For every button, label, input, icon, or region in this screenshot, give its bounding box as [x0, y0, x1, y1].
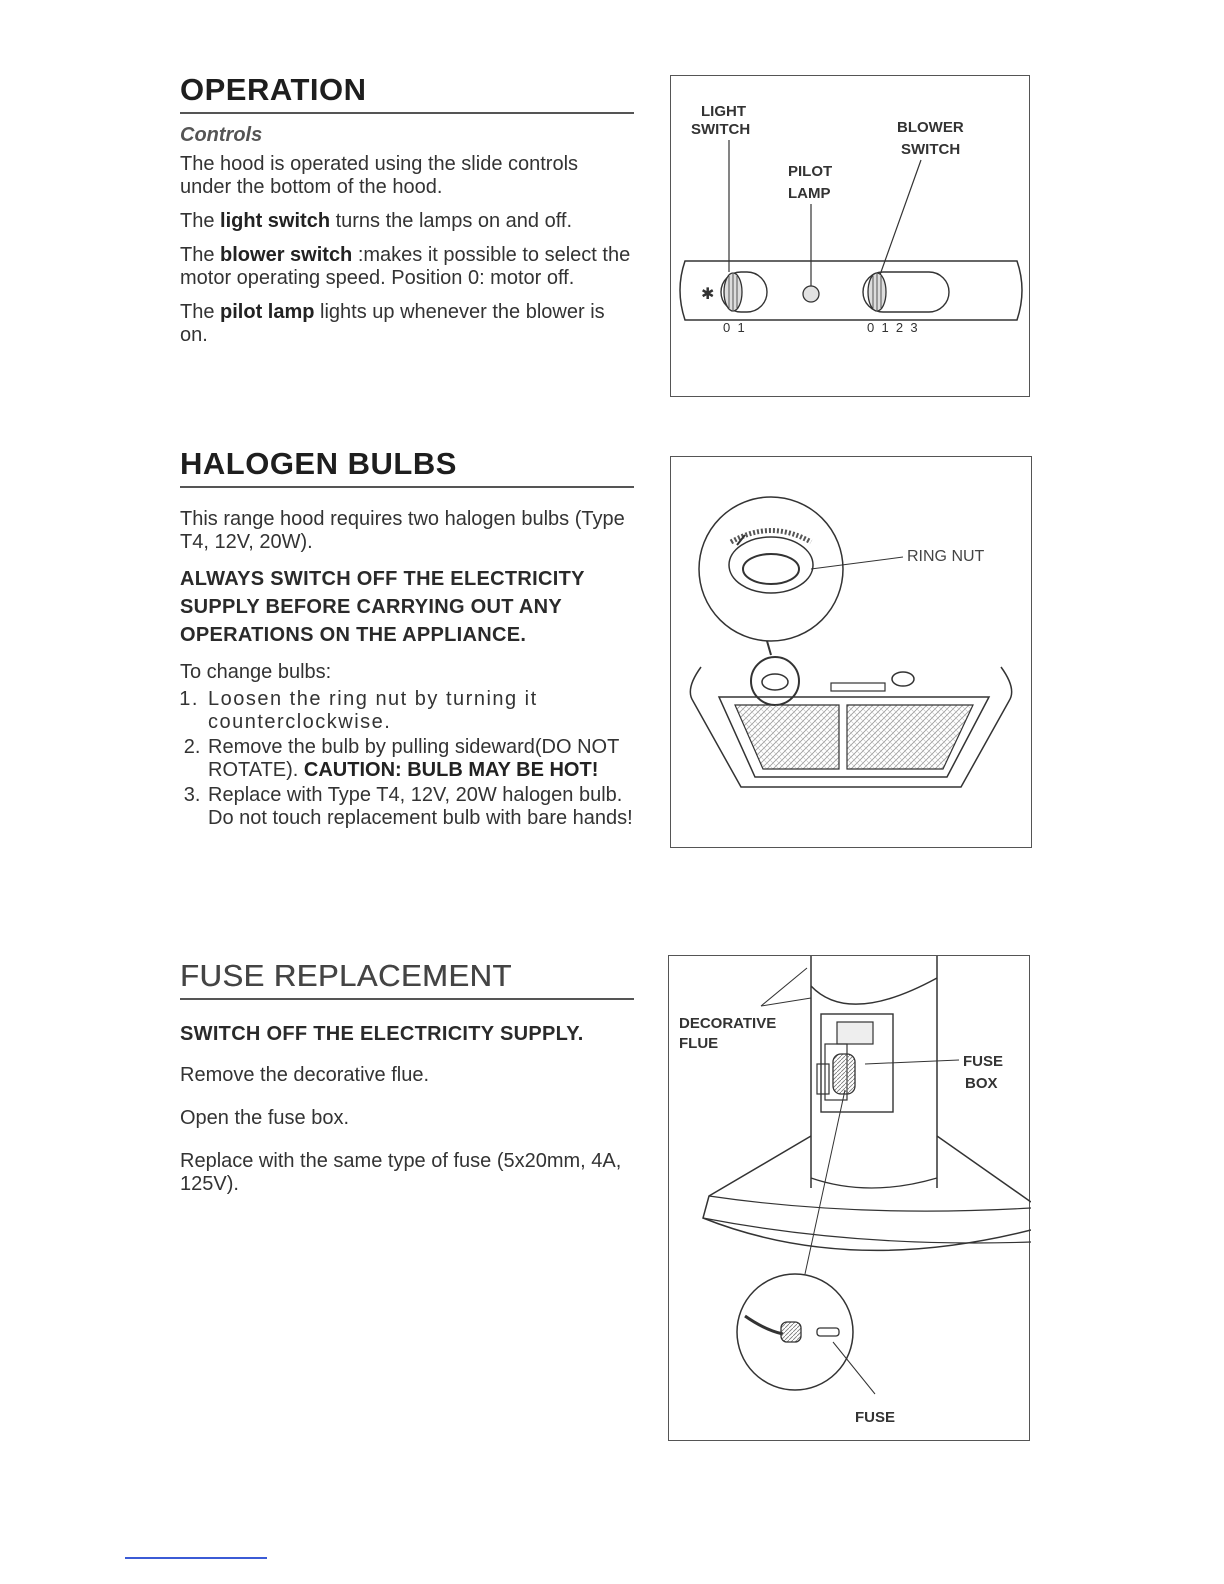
operation-title: OPERATION: [180, 72, 634, 114]
p4-post: lights up whenever the blower is on.: [180, 301, 605, 346]
light-switch-label-1: LIGHT: [701, 103, 746, 120]
operation-p1: The hood is operated using the slide controls under the bottom of the hood.: [180, 153, 579, 198]
decorative-flue-label-2: FLUE: [679, 1035, 719, 1052]
fuse-p2: Open the fuse box.: [180, 1107, 350, 1129]
pilot-lamp-term: pilot lamp: [220, 301, 315, 323]
fuse-holder: [833, 1054, 855, 1094]
blower-switch-label-2: SWITCH: [901, 141, 961, 158]
fuse-title: FUSE REPLACEMENT: [180, 958, 634, 1000]
controls-subtitle: Controls: [180, 124, 263, 146]
halogen-warning: ALWAYS SWITCH OFF THE ELECTRICITY SUPPLY BEFORE CARRYING OUT ANY OPERATIONS ON THE APPLIANCE.: [180, 568, 585, 646]
fuse-text: [180, 1020, 634, 1207]
pilot-lamp-label-1: PILOT: [788, 163, 833, 180]
filter-left: [735, 705, 839, 769]
fuse-p1: Remove the decorative flue.: [180, 1064, 430, 1086]
operation-p3: [180, 244, 634, 290]
fuse-warning: SWITCH OFF THE ELECTRICITY SUPPLY.: [180, 1023, 584, 1045]
p2-post: turns the lamps on and off.: [330, 210, 573, 232]
fuse-box-label-2: BOX: [965, 1075, 998, 1092]
light-switch-label-2: SWITCH: [691, 121, 751, 138]
halogen-figure: [670, 456, 1032, 848]
fuse-label: FUSE: [855, 1409, 896, 1426]
operation-text: [180, 124, 634, 358]
light-positions: 0 1: [723, 320, 745, 335]
p3-post: :makes it possible to select the motor operating speed. Position 0: motor off.: [180, 244, 631, 289]
light-switch-term: light switch: [220, 210, 331, 232]
halogen-title: HALOGEN BULBS: [180, 446, 634, 488]
ring-nut-diagram: [671, 457, 1033, 849]
p3-pre: The: [180, 244, 221, 266]
bottom-underline-link[interactable]: [125, 1557, 267, 1559]
blower-positions: 0 1 2 3: [867, 320, 918, 335]
controls-diagram: [671, 76, 1031, 398]
fuse-diagram: [669, 956, 1031, 1442]
halogen-text: [180, 508, 634, 832]
filter-right: [847, 705, 973, 769]
fuse-cartridge: [817, 1328, 839, 1336]
bulb-steps: [180, 688, 634, 830]
magnifier-circle: [699, 497, 843, 641]
blower-switch-label-1: BLOWER: [897, 119, 964, 136]
asterisk-light-icon: ✱: [701, 286, 715, 303]
operation-p4: [180, 301, 634, 347]
step-2: [206, 736, 634, 782]
p4-pre: The: [180, 301, 221, 323]
step-3: 3. Replace with Type T4, 12V, 20W halogen bulb. Do not touch replacement bulb with bare hands!: [206, 784, 634, 830]
ring-nut-label: RING NUT: [907, 548, 985, 565]
halogen-p1: This range hood requires two halogen bulbs (Type T4, 12V, 20W).: [180, 508, 625, 553]
p2-pre: The: [180, 210, 221, 232]
controls-figure: [670, 75, 1030, 397]
fuse-figure: [668, 955, 1030, 1441]
step-2-text: Remove the bulb by pulling sideward(DO NOT ROTATE).: [208, 736, 619, 781]
halogen-intro: To change bulbs:: [180, 661, 332, 683]
step-2-caution: CAUTION: BULB MAY BE HOT!: [303, 759, 599, 781]
fuse-p3: Replace with the same type of fuse (5x20mm, 4A, 125V).: [180, 1150, 622, 1195]
pilot-lamp: [803, 286, 819, 302]
decorative-flue-label-1: DECORATIVE: [679, 1015, 777, 1032]
operation-p2: [180, 210, 634, 233]
fuse-box-label-1: FUSE: [963, 1053, 1004, 1070]
blower-switch-term: blower switch: [220, 244, 353, 266]
step-1: 1. Loosen the ring nut by turning it counterclockwise.: [206, 688, 634, 734]
pilot-lamp-label-2: LAMP: [788, 185, 831, 202]
hood-canopy: [703, 1136, 1031, 1250]
